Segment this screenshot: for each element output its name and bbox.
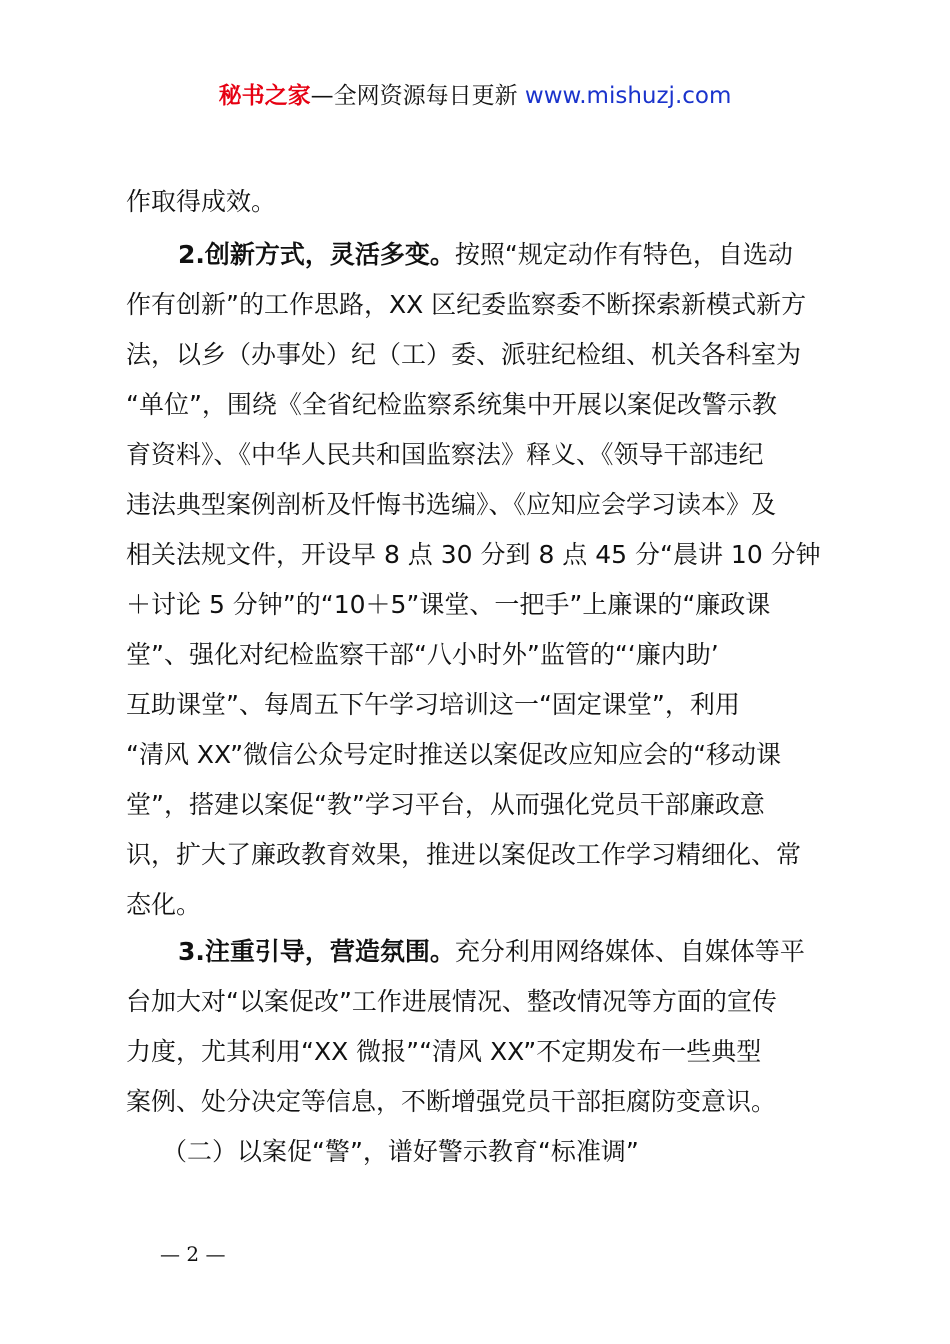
- body-line: 态化。: [126, 890, 202, 919]
- body-line: 作取得成效。: [126, 187, 277, 216]
- body-line: 力度，尤其利用“XX 微报”“清风 XX”不定期发布一些典型: [126, 1037, 762, 1066]
- body-line: 案例、处分决定等信息，不断增强党员干部拒腐防变意识。: [126, 1087, 777, 1116]
- page-number: — 2 —: [160, 1242, 226, 1266]
- subsection-heading: （二）以案促“警”，谱好警示教育“标准调”: [162, 1137, 639, 1166]
- site-url-link[interactable]: www.mishuzj.com: [524, 83, 732, 109]
- paragraph-line-with-heading: [178, 238, 793, 272]
- body-text: 按照“规定动作有特色，自选动: [454, 240, 793, 269]
- body-line: “清风 XX”微信公众号定时推送以案促改应知应会的“移动课: [126, 740, 782, 769]
- header-tagline: —全网资源每日更新: [310, 83, 518, 109]
- site-header: [0, 80, 950, 112]
- body-line: 识，扩大了廉政教育效果，推进以案促改工作学习精细化、常: [126, 840, 802, 869]
- body-line: 堂”，搭建以案促“教”学习平台，从而强化党员干部廉政意: [126, 790, 765, 819]
- paragraph-line-with-heading: [178, 935, 805, 969]
- body-line: 互助课堂”、每周五下午学习培训这一“固定课堂”，利用: [126, 690, 740, 719]
- body-line: 违法典型案例剖析及忏悔书选编》、《应知应会学习读本》及: [126, 490, 777, 519]
- body-line: 堂”、强化对纪检监察干部“八小时外”监管的“‘廉内助’: [126, 640, 719, 669]
- body-line: 台加大对“以案促改”工作进展情况、整改情况等方面的宣传: [126, 987, 777, 1016]
- body-line: 法，以乡（办事处）纪（工）委、派驻纪检组、机关各科室为: [126, 340, 802, 369]
- section-heading: 3.注重引导，营造氛围。: [178, 937, 455, 966]
- brand-name: 秘书之家: [218, 83, 311, 109]
- body-line: ＋讨论 5 分钟”的“10＋5”课堂、一把手”上廉课的“廉政课: [126, 590, 771, 619]
- body-text: 充分利用网络媒体、自媒体等平: [454, 937, 805, 966]
- body-line: “单位”，围绕《全省纪检监察系统集中开展以案促改警示教: [126, 390, 777, 419]
- body-line: 育资料》、《中华人民共和国监察法》释义、《领导干部违纪: [126, 440, 764, 469]
- body-line: 作有创新”的工作思路，XX 区纪委监察委不断探索新模式新方: [126, 290, 807, 319]
- body-line: 相关法规文件，开设早 8 点 30 分到 8 点 45 分“晨讲 10 分钟: [126, 540, 821, 569]
- section-heading: 2.创新方式，灵活多变。: [178, 240, 455, 269]
